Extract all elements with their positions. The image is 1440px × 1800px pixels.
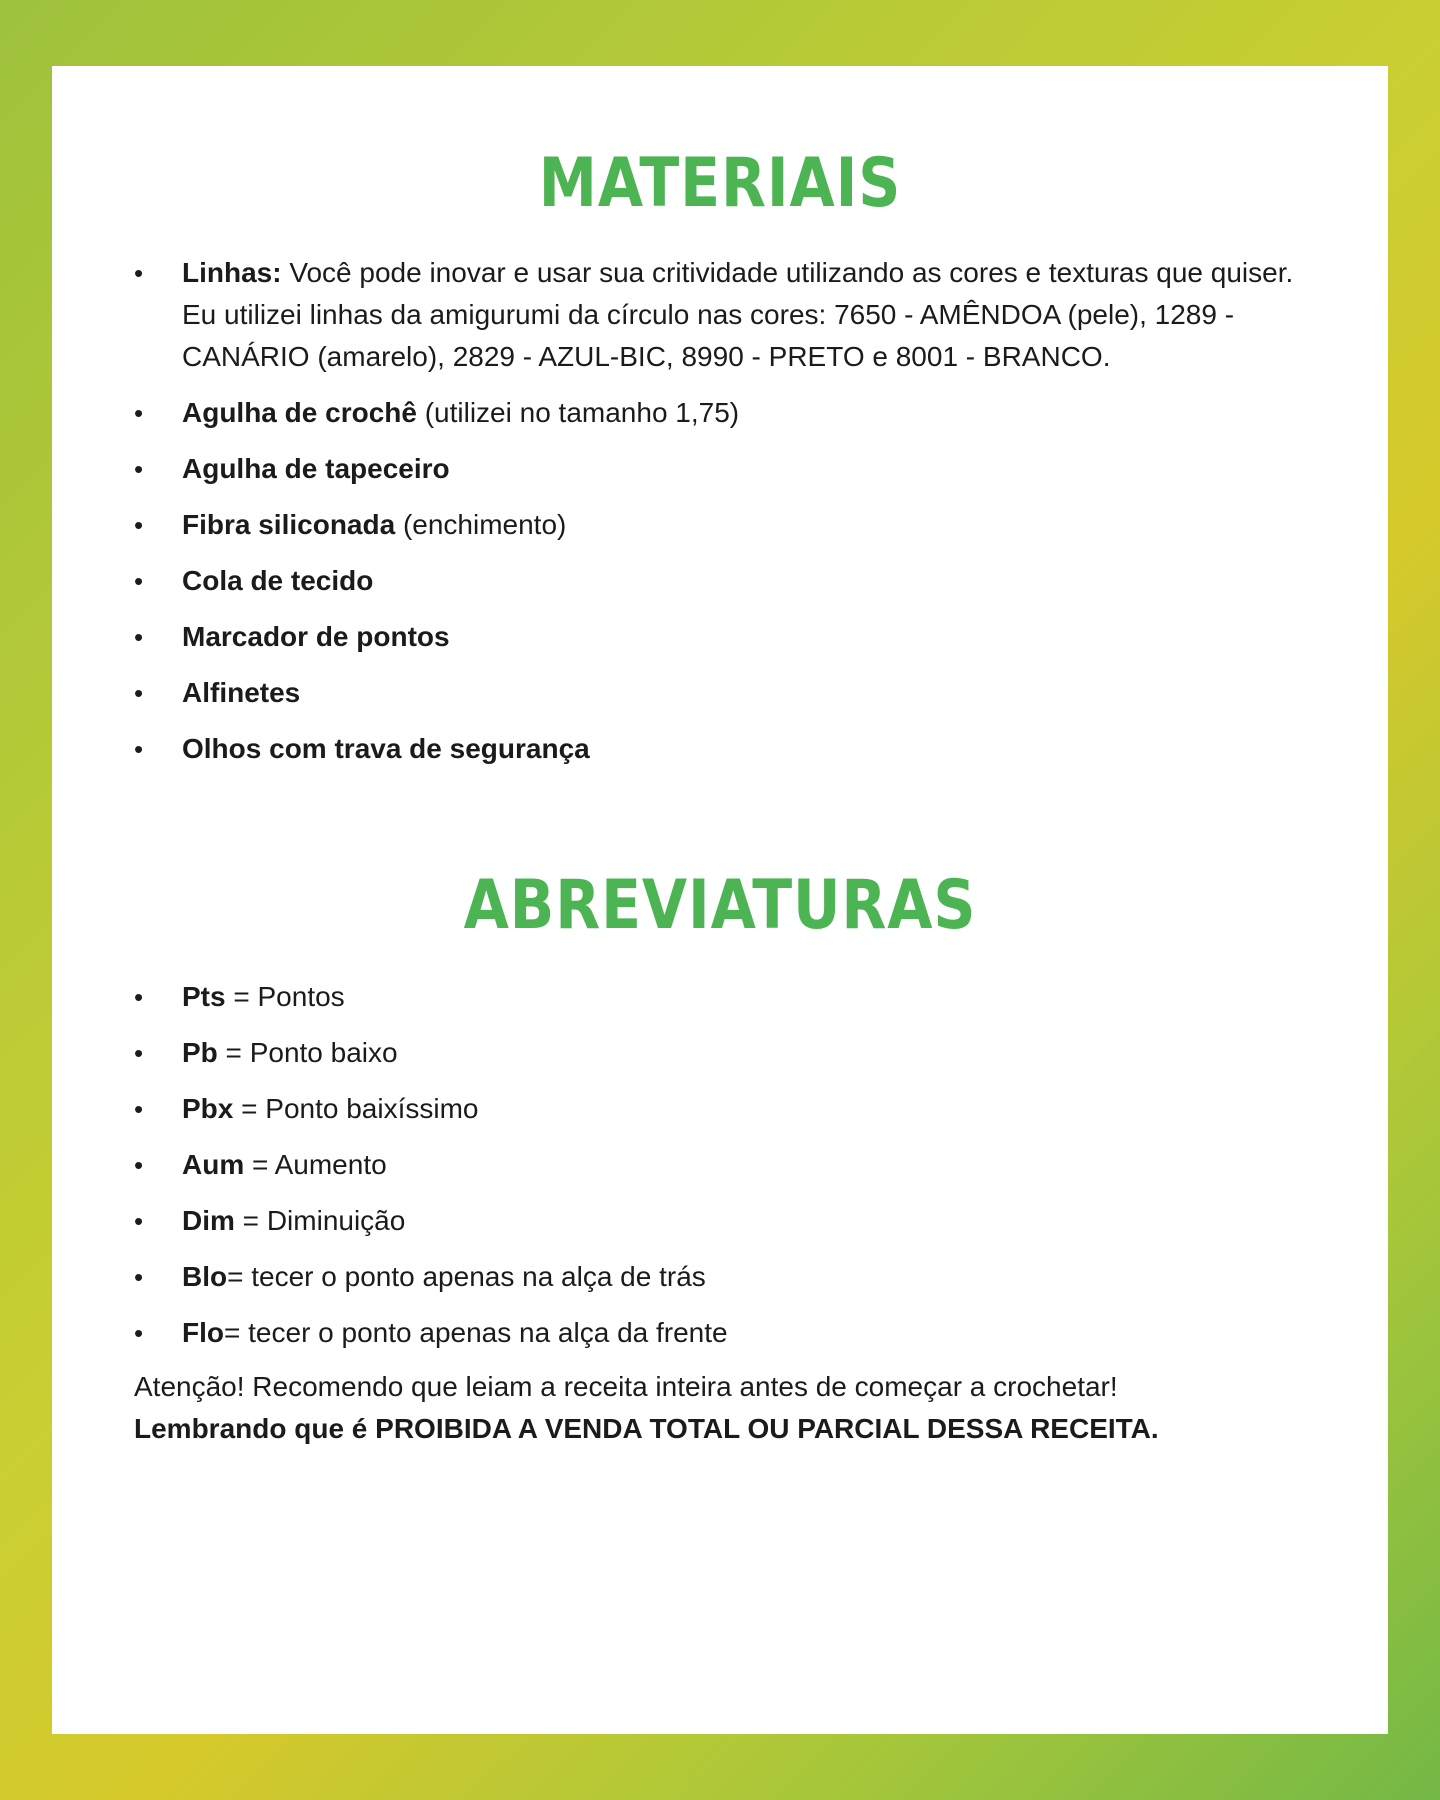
recipe-page bbox=[52, 66, 1388, 1734]
list-item-blo bbox=[134, 1256, 1334, 1298]
linhas-label: Linhas: bbox=[182, 257, 282, 288]
item-label: Agulha de tapeceiro bbox=[182, 453, 450, 484]
item-label: Agulha de crochê bbox=[182, 397, 417, 428]
abbr-sep: = bbox=[225, 981, 258, 1012]
list-item-aum bbox=[134, 1144, 1334, 1186]
list-item-agulha-tapeceiro bbox=[134, 448, 1334, 490]
abbr-sep: = bbox=[227, 1261, 252, 1292]
materials-list bbox=[134, 252, 1334, 784]
abbreviations-title: ABREVIATURAS bbox=[463, 866, 977, 945]
list-item-olhos bbox=[134, 728, 1334, 770]
abbr-sep: = bbox=[217, 1037, 250, 1068]
materials-title: MATERIAIS bbox=[538, 144, 902, 223]
abbr-meaning: Aumento bbox=[274, 1149, 387, 1180]
linhas-text: Você pode inovar e usar sua critividade utilizando as cores e texturas que quiser. Eu utilizei linhas da amigurumi da círculo nas cores: 7650 - AMÊNDOA (pele), 1289 - CANÁRIO (amarelo), 2829 - AZUL-BIC, 8990 - PRETO e 8001 - BRANCO. bbox=[182, 257, 1294, 372]
item-label: Alfinetes bbox=[182, 677, 301, 708]
notice bbox=[134, 1366, 1334, 1450]
abbr-meaning: tecer o ponto apenas na alça de trás bbox=[251, 1261, 706, 1292]
item-label: Cola de tecido bbox=[182, 565, 374, 596]
abbr-label: Flo bbox=[182, 1317, 224, 1348]
notice-warning: Atenção! Recomendo que leiam a receita inteira antes de começar a crochetar! bbox=[134, 1371, 1118, 1402]
abbr-sep: = bbox=[233, 1093, 266, 1124]
item-text: (utilizei no tamanho 1,75) bbox=[416, 397, 740, 428]
abbr-label: Pb bbox=[182, 1037, 218, 1068]
list-item-alfinetes bbox=[134, 672, 1334, 714]
item-label: Fibra siliconada bbox=[182, 509, 396, 540]
item-label: Olhos com trava de segurança bbox=[182, 733, 590, 764]
list-item-pb bbox=[134, 1032, 1334, 1074]
list-item-marcador bbox=[134, 616, 1334, 658]
abbr-sep: = bbox=[244, 1149, 275, 1180]
abbr-meaning: Ponto baixo bbox=[249, 1037, 398, 1068]
abbr-meaning: Pontos bbox=[257, 981, 345, 1012]
list-item-agulha-croche bbox=[134, 392, 1334, 434]
abbr-label: Aum bbox=[182, 1149, 245, 1180]
list-item-pts bbox=[134, 976, 1334, 1018]
list-item-flo bbox=[134, 1312, 1334, 1354]
abbr-meaning: tecer o ponto apenas na alça da frente bbox=[248, 1317, 728, 1348]
abbr-label: Pts bbox=[182, 981, 226, 1012]
abbr-label: Dim bbox=[182, 1205, 235, 1236]
item-label: Marcador de pontos bbox=[182, 621, 450, 652]
list-item-dim bbox=[134, 1200, 1334, 1242]
abbr-sep: = bbox=[234, 1205, 267, 1236]
item-text: (enchimento) bbox=[395, 509, 567, 540]
abbr-label: Blo bbox=[182, 1261, 228, 1292]
list-item-linhas bbox=[134, 252, 1334, 378]
list-item-fibra bbox=[134, 504, 1334, 546]
abbr-meaning: Diminuição bbox=[266, 1205, 406, 1236]
notice-prohibition: Lembrando que é PROIBIDA A VENDA TOTAL OU PARCIAL DESSA RECEITA. bbox=[134, 1413, 1159, 1444]
list-item-cola bbox=[134, 560, 1334, 602]
abbr-label: Pbx bbox=[182, 1093, 234, 1124]
abbreviations-list bbox=[134, 976, 1334, 1368]
abbr-sep: = bbox=[224, 1317, 249, 1348]
abbr-meaning: Ponto baixíssimo bbox=[265, 1093, 479, 1124]
list-item-pbx bbox=[134, 1088, 1334, 1130]
